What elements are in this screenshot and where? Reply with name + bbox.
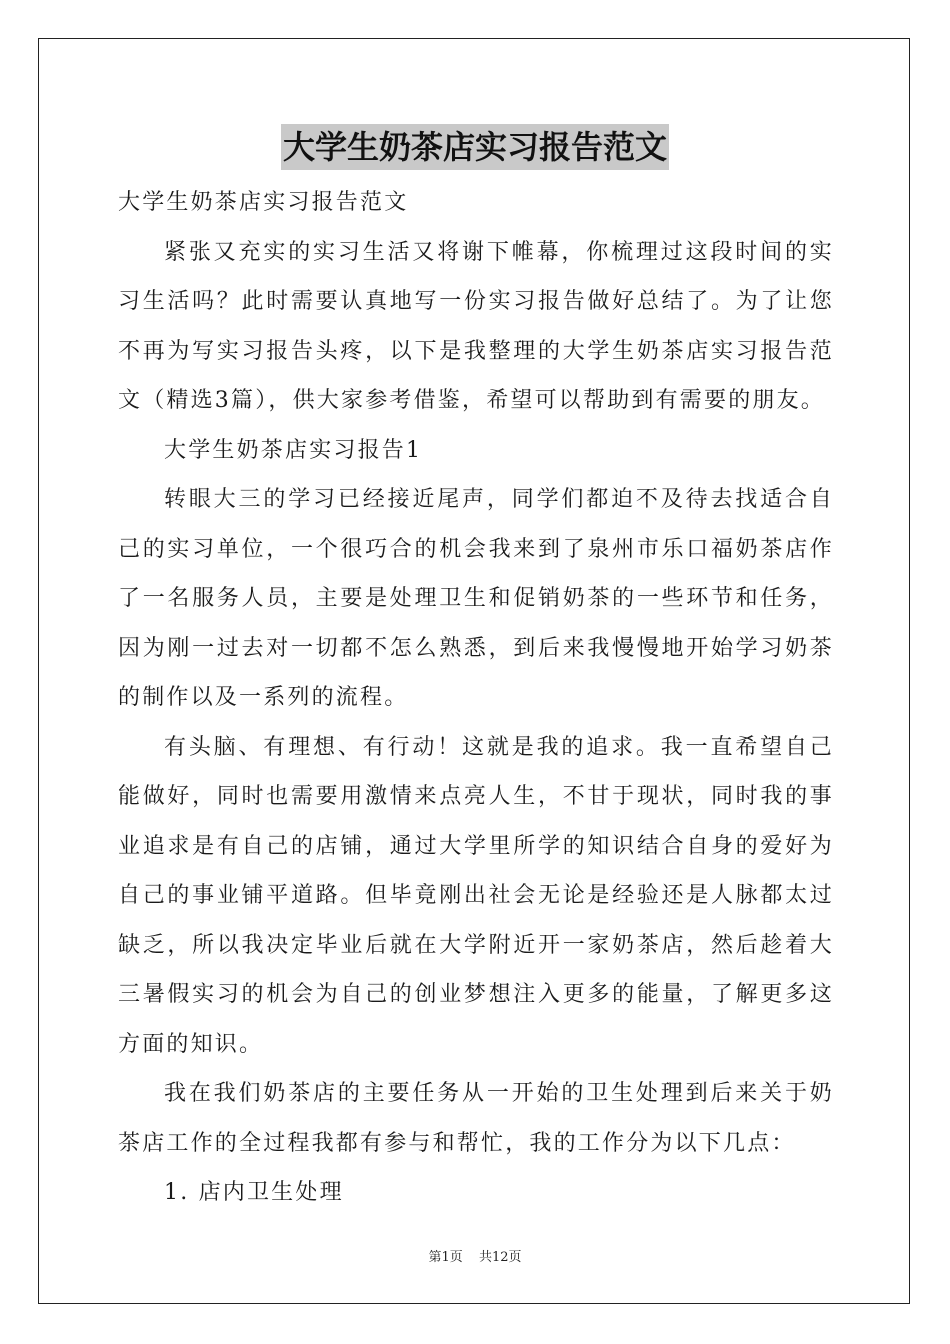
paragraph: 我在我们奶茶店的主要任务从一开始的卫生处理到后来关于奶茶店工作的全过程我都有参与和帮忙，我的工作分为以下几点：	[118, 1081, 834, 1156]
page-total: 共12页	[478, 1250, 522, 1265]
paragraph: 转眼大三的学习已经接近尾声，同学们都迫不及待去找适合自己的实习单位，一个很巧合的机会我来到了泉州市乐口福奶茶店作了一名服务人员，主要是处理卫生和促销奶茶的一些环节和任务，因为刚一过去对一切都不怎么熟悉，到后来我慢慢地开始学习奶茶的制作以及一系列的流程。	[118, 487, 834, 710]
page-footer	[0, 1246, 950, 1265]
paragraph: 有头脑、有理想、有行动！这就是我的追求。我一直希望自己能做好，同时也需要用激情来点亮人生，不甘于现状，同时我的事业追求是有自己的店铺，通过大学里所学的知识结合自身的爱好为自己的事业铺平道路。但毕竟刚出社会无论是经验还是人脉都太过缺乏，所以我决定毕业后就在大学附近开一家奶茶店，然后趁着大三暑假实习的机会为自己的创业梦想注入更多的能量，了解更多这方面的知识。	[118, 734, 834, 1057]
document-body	[118, 178, 834, 1218]
page-number: 第1页	[428, 1250, 463, 1265]
list-item: 1. 店内卫生处理	[164, 1180, 344, 1205]
paragraph-intro: 紧张又充实的实习生活又将谢下帷幕，你梳理过这段时间的实习生活吗？此时需要认真地写一份实习报告做好总结了。为了让您不再为写实习报告头疼，以下是我整理的大学生奶茶店实习报告范文（精选3篇），供大家参考借鉴，希望可以帮助到有需要的朋友。	[118, 239, 834, 413]
document-title: 大学生奶茶店实习报告范文	[281, 124, 669, 170]
title-container	[0, 124, 950, 170]
document-subtitle: 大学生奶茶店实习报告范文	[118, 190, 409, 215]
section-heading: 大学生奶茶店实习报告1	[164, 437, 423, 463]
